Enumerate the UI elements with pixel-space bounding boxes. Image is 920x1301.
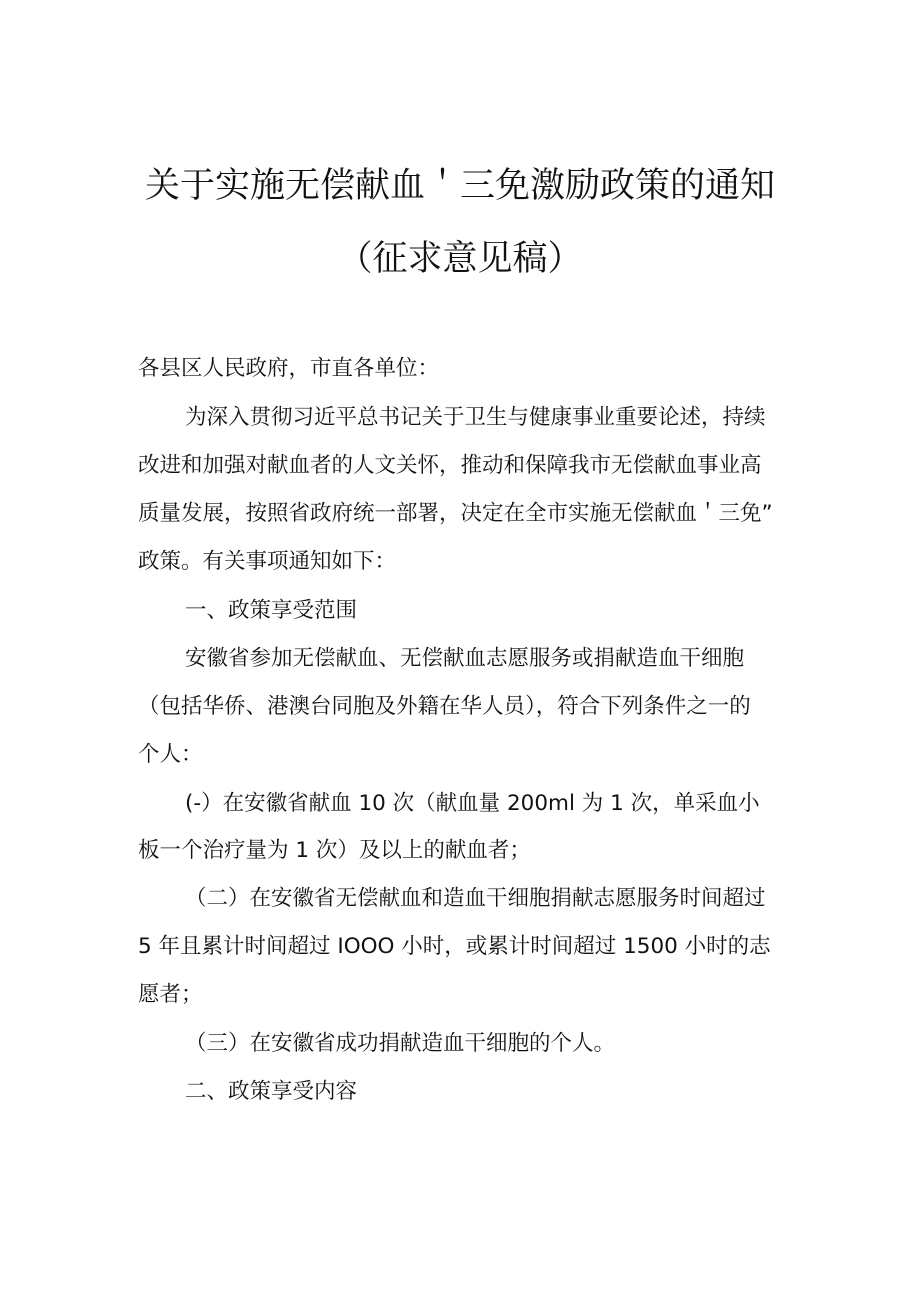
paragraph-line: 安徽省参加无偿献血、无偿献血志愿服务或捐献造血干细胞	[185, 646, 745, 671]
list-item-line: 愿者；	[138, 982, 203, 1007]
salutation: 各县区人民政府，市直各单位：	[138, 356, 440, 381]
list-item-line: 5 年且累计时间超过 IOOO 小时，或累计时间超过 1500 小时的志	[138, 934, 771, 959]
document-title: 关于实施无偿献血＇三免激励政策的通知	[144, 166, 775, 206]
paragraph-line: 为深入贯彻习近平总书记关于卫生与健康事业重要论述，持续	[185, 405, 766, 430]
list-item-line: (-）在安徽省献血 10 次（献血量 200ml 为 1 次，单采血小	[185, 791, 760, 816]
paragraph-line: （包括华侨、港澳台同胞及外籍在华人员），符合下列条件之一的	[138, 694, 751, 719]
paragraph-line: 个人：	[138, 742, 203, 767]
paragraph-line: 改进和加强对献血者的人文关怀，推动和保障我市无偿献血事业高	[138, 453, 762, 478]
section-heading-1: 一、政策享受范围	[185, 598, 358, 623]
list-item-line: （三）在安徽省成功捐献造血干细胞的个人。	[185, 1031, 616, 1056]
section-heading-2: 二、政策享受内容	[185, 1079, 358, 1104]
list-item-line: （二）在安徽省无偿献血和造血干细胞捐献志愿服务时间超过	[185, 886, 766, 911]
list-item-line: 板一个治疗量为 1 次）及以上的献血者；	[138, 838, 531, 863]
paragraph-line: 质量发展，按照省政府统一部署，决定在全市实施无偿献血＇三免”	[138, 501, 773, 526]
paragraph-line: 政策。有关事项通知如下：	[138, 549, 397, 574]
document-subtitle: （征求意见稿）	[337, 239, 583, 279]
